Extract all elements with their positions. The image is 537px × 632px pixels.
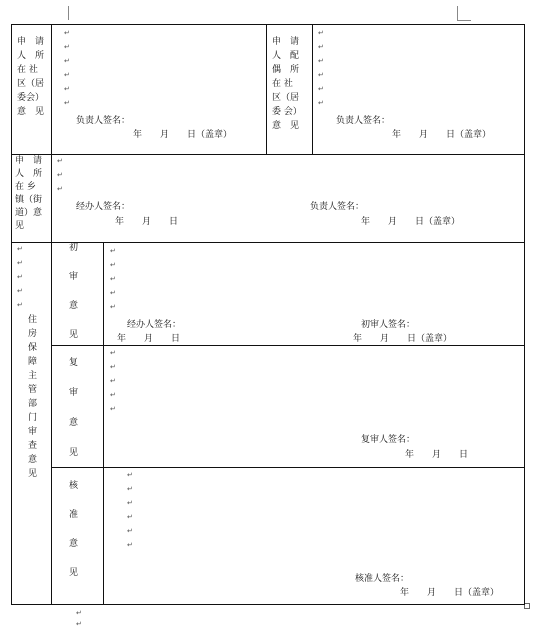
second-review-label: [69, 359, 83, 479]
paragraph-marks: ↵ ↵ ↵ ↵ ↵: [17, 245, 23, 309]
label-char: 意: [28, 455, 38, 465]
label-char: 见: [28, 469, 38, 479]
label-char: 核: [69, 481, 79, 491]
community-right-signer: 负责人签名：: [336, 116, 391, 126]
initial-reviewer-date: 年 月 日（盖章）: [353, 334, 453, 344]
label-line: 人 所: [17, 51, 45, 61]
label-char: 门: [28, 413, 38, 423]
label-line: 镇（街: [15, 195, 43, 205]
initial-operator-date: 年 月 日: [117, 334, 181, 344]
initial-reviewer-signer: 初审人签名：: [361, 320, 416, 330]
label-char: 准: [69, 510, 79, 520]
label-line: 申 请: [15, 156, 43, 166]
housing-dept-label: [28, 316, 42, 484]
community-left-date: 年 月 日（盖章）: [133, 130, 233, 140]
township-operator-date: 年 月 日: [115, 217, 179, 227]
label-line: 委会）: [17, 93, 45, 103]
township-operator-signer: 经办人签名：: [76, 202, 131, 212]
paragraph-marks: ↵ ↵ ↵ ↵ ↵ ↵: [64, 29, 70, 107]
second-reviewer-signer: 复审人签名：: [361, 435, 416, 445]
label-line: 偶 所: [272, 65, 300, 75]
label-char: 见: [69, 448, 79, 458]
label-char: 意: [69, 539, 79, 549]
label-char: 见: [69, 330, 79, 340]
township-opinion-label: [15, 157, 51, 235]
label-line: 在 社: [17, 65, 38, 75]
initial-review-label: [69, 244, 83, 360]
label-char: 审: [28, 427, 38, 437]
approval-label: [69, 482, 83, 598]
spouse-community-opinion-label: [272, 38, 310, 136]
label-char: 查: [28, 441, 38, 451]
label-line: 申 请: [17, 37, 45, 47]
community-opinion-label: [17, 38, 49, 122]
label-char: 管: [28, 385, 38, 395]
label-line: 申 请: [272, 37, 300, 47]
label-char: 房: [28, 329, 38, 339]
label-char: 保: [28, 343, 38, 353]
initial-operator-signer: 经办人签名：: [127, 320, 182, 330]
approver-signer: 核准人签名：: [355, 574, 410, 584]
label-char: 审: [69, 272, 79, 282]
paragraph-marks: ↵ ↵: [76, 609, 82, 628]
label-line: 意 见: [272, 121, 300, 131]
label-line: 在 社: [272, 79, 293, 89]
paragraph-marks: ↵ ↵ ↵: [57, 157, 63, 193]
label-char: 主: [28, 371, 38, 381]
label-char: 障: [28, 357, 38, 367]
label-line: 委 会）: [272, 107, 302, 117]
paragraph-marks: ↵ ↵ ↵ ↵ ↵ ↵: [318, 29, 324, 107]
paragraph-marks: ↵ ↵ ↵ ↵ ↵: [110, 247, 116, 311]
township-responsible-date: 年 月 日（盖章）: [361, 217, 461, 227]
label-line: 在 乡: [15, 182, 36, 192]
label-line: 人 所: [15, 169, 43, 179]
second-reviewer-date: 年 月 日: [405, 450, 469, 460]
label-line: 意 见: [17, 107, 45, 117]
paragraph-marks: ↵ ↵ ↵ ↵ ↵ ↵: [127, 471, 133, 549]
label-line: 见: [15, 221, 25, 231]
community-left-signer: 负责人签名：: [76, 116, 131, 126]
community-right-date: 年 月 日（盖章）: [392, 130, 492, 140]
label-char: 意: [69, 418, 79, 428]
label-char: 意: [69, 301, 79, 311]
label-char: 部: [28, 399, 38, 409]
approver-date: 年 月 日（盖章）: [400, 588, 500, 598]
label-char: 复: [69, 358, 79, 368]
paragraph-marks: ↵ ↵ ↵ ↵ ↵: [110, 349, 116, 413]
label-char: 审: [69, 388, 79, 398]
label-line: 人 配: [272, 51, 300, 61]
township-responsible-signer: 负责人签名：: [310, 202, 365, 212]
label-line: 区（居: [272, 93, 300, 103]
label-line: 区（居: [17, 79, 45, 89]
label-line: 道）意: [15, 208, 43, 218]
label-char: 见: [69, 568, 79, 578]
label-char: 住: [28, 315, 38, 325]
label-char: 初: [69, 243, 79, 253]
